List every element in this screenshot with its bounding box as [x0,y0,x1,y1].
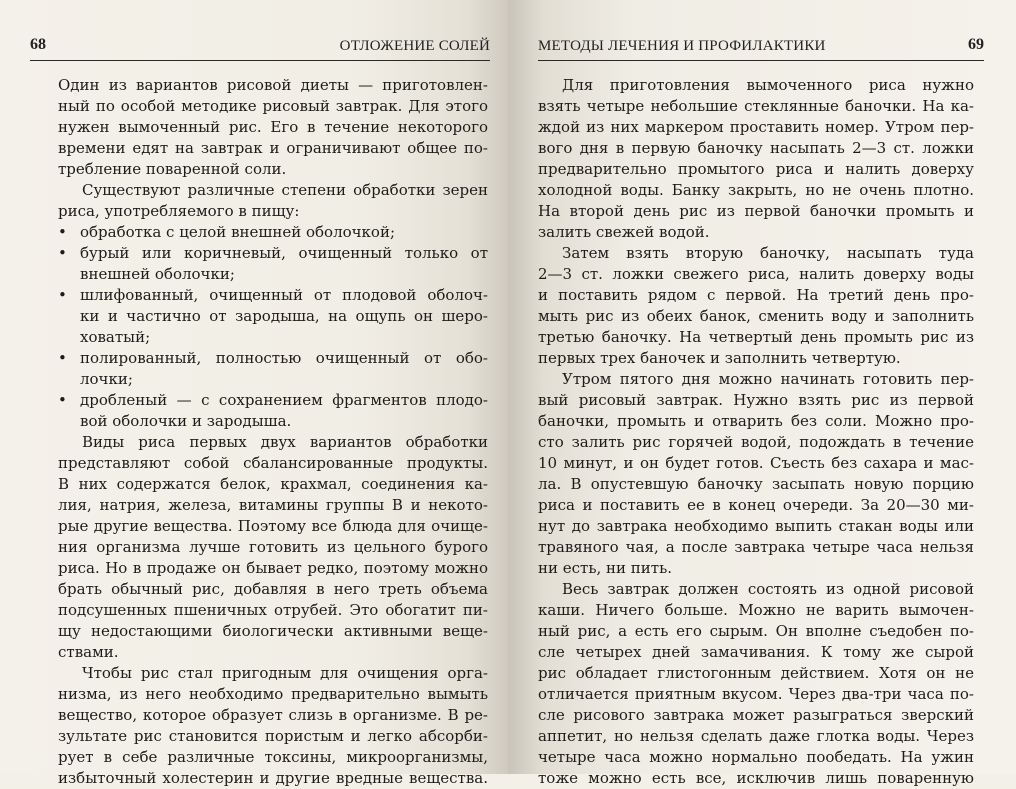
left-header-rule [30,60,490,61]
text-line: требление поваренной соли. [58,160,287,178]
text-line: сто залить рис горячей водой, подождать в течение [538,433,974,451]
right-header-rule [538,60,984,61]
text-line: травяного чая, а после завтрака четыре часа нельзя [538,538,974,556]
text-line: баночки, промыть и отварить без соли. Можно про- [538,412,974,430]
text-line: вого дня в первую баночку насыпать 2—3 ст. ложки [538,139,974,157]
text-line: низма, из него необходимо предварительно вымыть [58,685,488,703]
text-line: ния организма лучше готовить из цельного бурого [58,538,488,556]
text-line: ки и частично от зародыша, на ощупь он шеро- [80,307,488,325]
text-line: Затем взять вторую баночку, насыпать туда [562,244,974,262]
text-line: лочки; [80,370,133,388]
text-line: риса и поставить ее в конец очереди. За 20—30 ми- [538,496,974,514]
text-line: холодной воды. Банку закрыть, но не очень плотно. [538,181,974,199]
text-line: щу недостающими биологически активными веще- [58,622,488,640]
text-line: зультате рис становится пористым и легко абсорби- [58,727,488,745]
text-line: Для приготовления вымоченного риса нужно [562,76,974,94]
text-line: предварительно промытого риса и налить доверху [538,160,974,178]
text-line: вой оболочки и зародыша. [80,412,292,430]
text-line: Весь завтрак должен состоять из одной рисовой [562,580,974,598]
text-line: риса. Но в продаже он бывает редко, поэтому можно [58,559,488,577]
text-line: сле четырех дней замачивания. К тому же сырой [538,643,974,661]
text-line: отличается приятным вкусом. Через два-три часа по- [538,685,974,703]
bullet-line: • полированный, полностью очищенный от обо- [58,348,488,369]
text-line: ный рис, а есть его сырым. Он вполне съедобен по- [538,622,974,640]
text-line: ни есть, ни пить. [538,559,673,577]
bullet-line: • дробленый — с сохранением фрагментов плодо- [58,390,488,411]
text-line: Один из вариантов рисовой диеты — приготовлен- [58,76,488,94]
text-line: нут до завтрака необходимо выпить стакан воды или [538,517,974,535]
text-line: 10 минут, и он будет готов. Съесть без сахара и мас- [538,454,974,472]
text-line: первых трех баночек и заполнить четвертую. [538,349,901,367]
left-page [0,0,508,787]
text-line: третью баночку. На четвертый день промыть рис из [538,328,974,346]
text-line: 2—3 ст. ложки свежего риса, налить доверху воды [538,265,974,283]
text-line: четыре часа можно нормально пообедать. На ужин [538,748,974,766]
text-line: рует в себе различные токсины, микроорганизмы, [58,748,488,766]
right-page-number: 69 [968,36,984,53]
text-line: избыточный холестерин и другие вредные вещества. [58,769,488,787]
text-line: В них содержатся белок, крахмал, соединения ка- [58,475,488,493]
bullet-line: • шлифованный, очищенный от плодовой оболоч- [58,285,488,306]
left-page-text [58,75,488,789]
left-running-head: ОТЛОЖЕНИЕ СОЛЕЙ [339,38,490,54]
text-line: рис обладает глистогонным действием. Хотя он не [538,664,974,682]
text-line: лия, натрия, железа, витамины группы В и некото- [58,496,488,514]
text-line: внешней оболочки; [80,265,235,283]
text-line: ховатый; [80,328,151,346]
text-line: Утром пятого дня можно начинать готовить пер- [562,370,974,388]
text-line: ствами. [58,643,119,661]
text-line: мыть рис из обеих банок, сменить воду и заполнить [538,307,974,325]
bullet-line: • обработка с целой внешней оболочкой; [58,222,488,243]
text-line: ла. В опустевшую баночку засыпать новую порцию [538,475,974,493]
text-line: Чтобы рис стал пригодным для очищения орга- [82,664,488,682]
left-page-number: 68 [30,36,46,53]
text-line: вещество, которое образует слизь в организме. В ре- [58,706,488,724]
text-line: Существуют различные степени обработки зерен [82,181,488,199]
text-line: риса, употребляемого в пищу: [58,202,300,220]
right-page-text [538,75,974,789]
text-line: аппетит, но нельзя сделать даже глотка воды. Через [538,727,974,745]
text-line: Виды риса первых двух вариантов обработки [82,433,488,451]
text-line: вый рисовый завтрак. Нужно взять рис из первой [538,391,974,409]
text-line: каши. Ничего больше. Можно не варить вымочен- [538,601,974,619]
text-line: залить свежей водой. [538,223,710,241]
text-line: времени едят на завтрак и ограничивают общее по- [58,139,488,157]
text-line: нужен вымоченный рис. Его в течение некоторого [58,118,488,136]
text-line: ный по особой методике рисовый завтрак. Для этого [58,97,488,115]
text-line: подсушенных пшеничных отрубей. Это обогатит пи- [58,601,488,619]
right-page [508,0,1016,787]
text-line: ждой из них маркером проставить номер. Утром пер- [538,118,974,136]
text-line: и поставить рядом с первой. На третий день про- [538,286,974,304]
text-line: взять четыре небольшие стеклянные баночки. На ка- [538,97,974,115]
bullet-line: • бурый или коричневый, очищенный только от [58,243,488,264]
right-running-head: МЕТОДЫ ЛЕЧЕНИЯ И ПРОФИЛАКТИКИ [538,38,826,54]
text-line: брать обычный рис, добавляя в него треть объема [58,580,488,598]
text-line: сле рисового завтрака может разыграться зверский [538,706,974,724]
text-line: рые другие вещества. Поэтому все блюда для очище- [58,517,488,535]
text-line: На второй день рис из первой баночки промыть и [538,202,974,220]
text-line: тоже можно есть все, исключив лишь поваренную [538,769,974,787]
text-line: представляют собой сбалансированные продукты. [58,454,488,472]
